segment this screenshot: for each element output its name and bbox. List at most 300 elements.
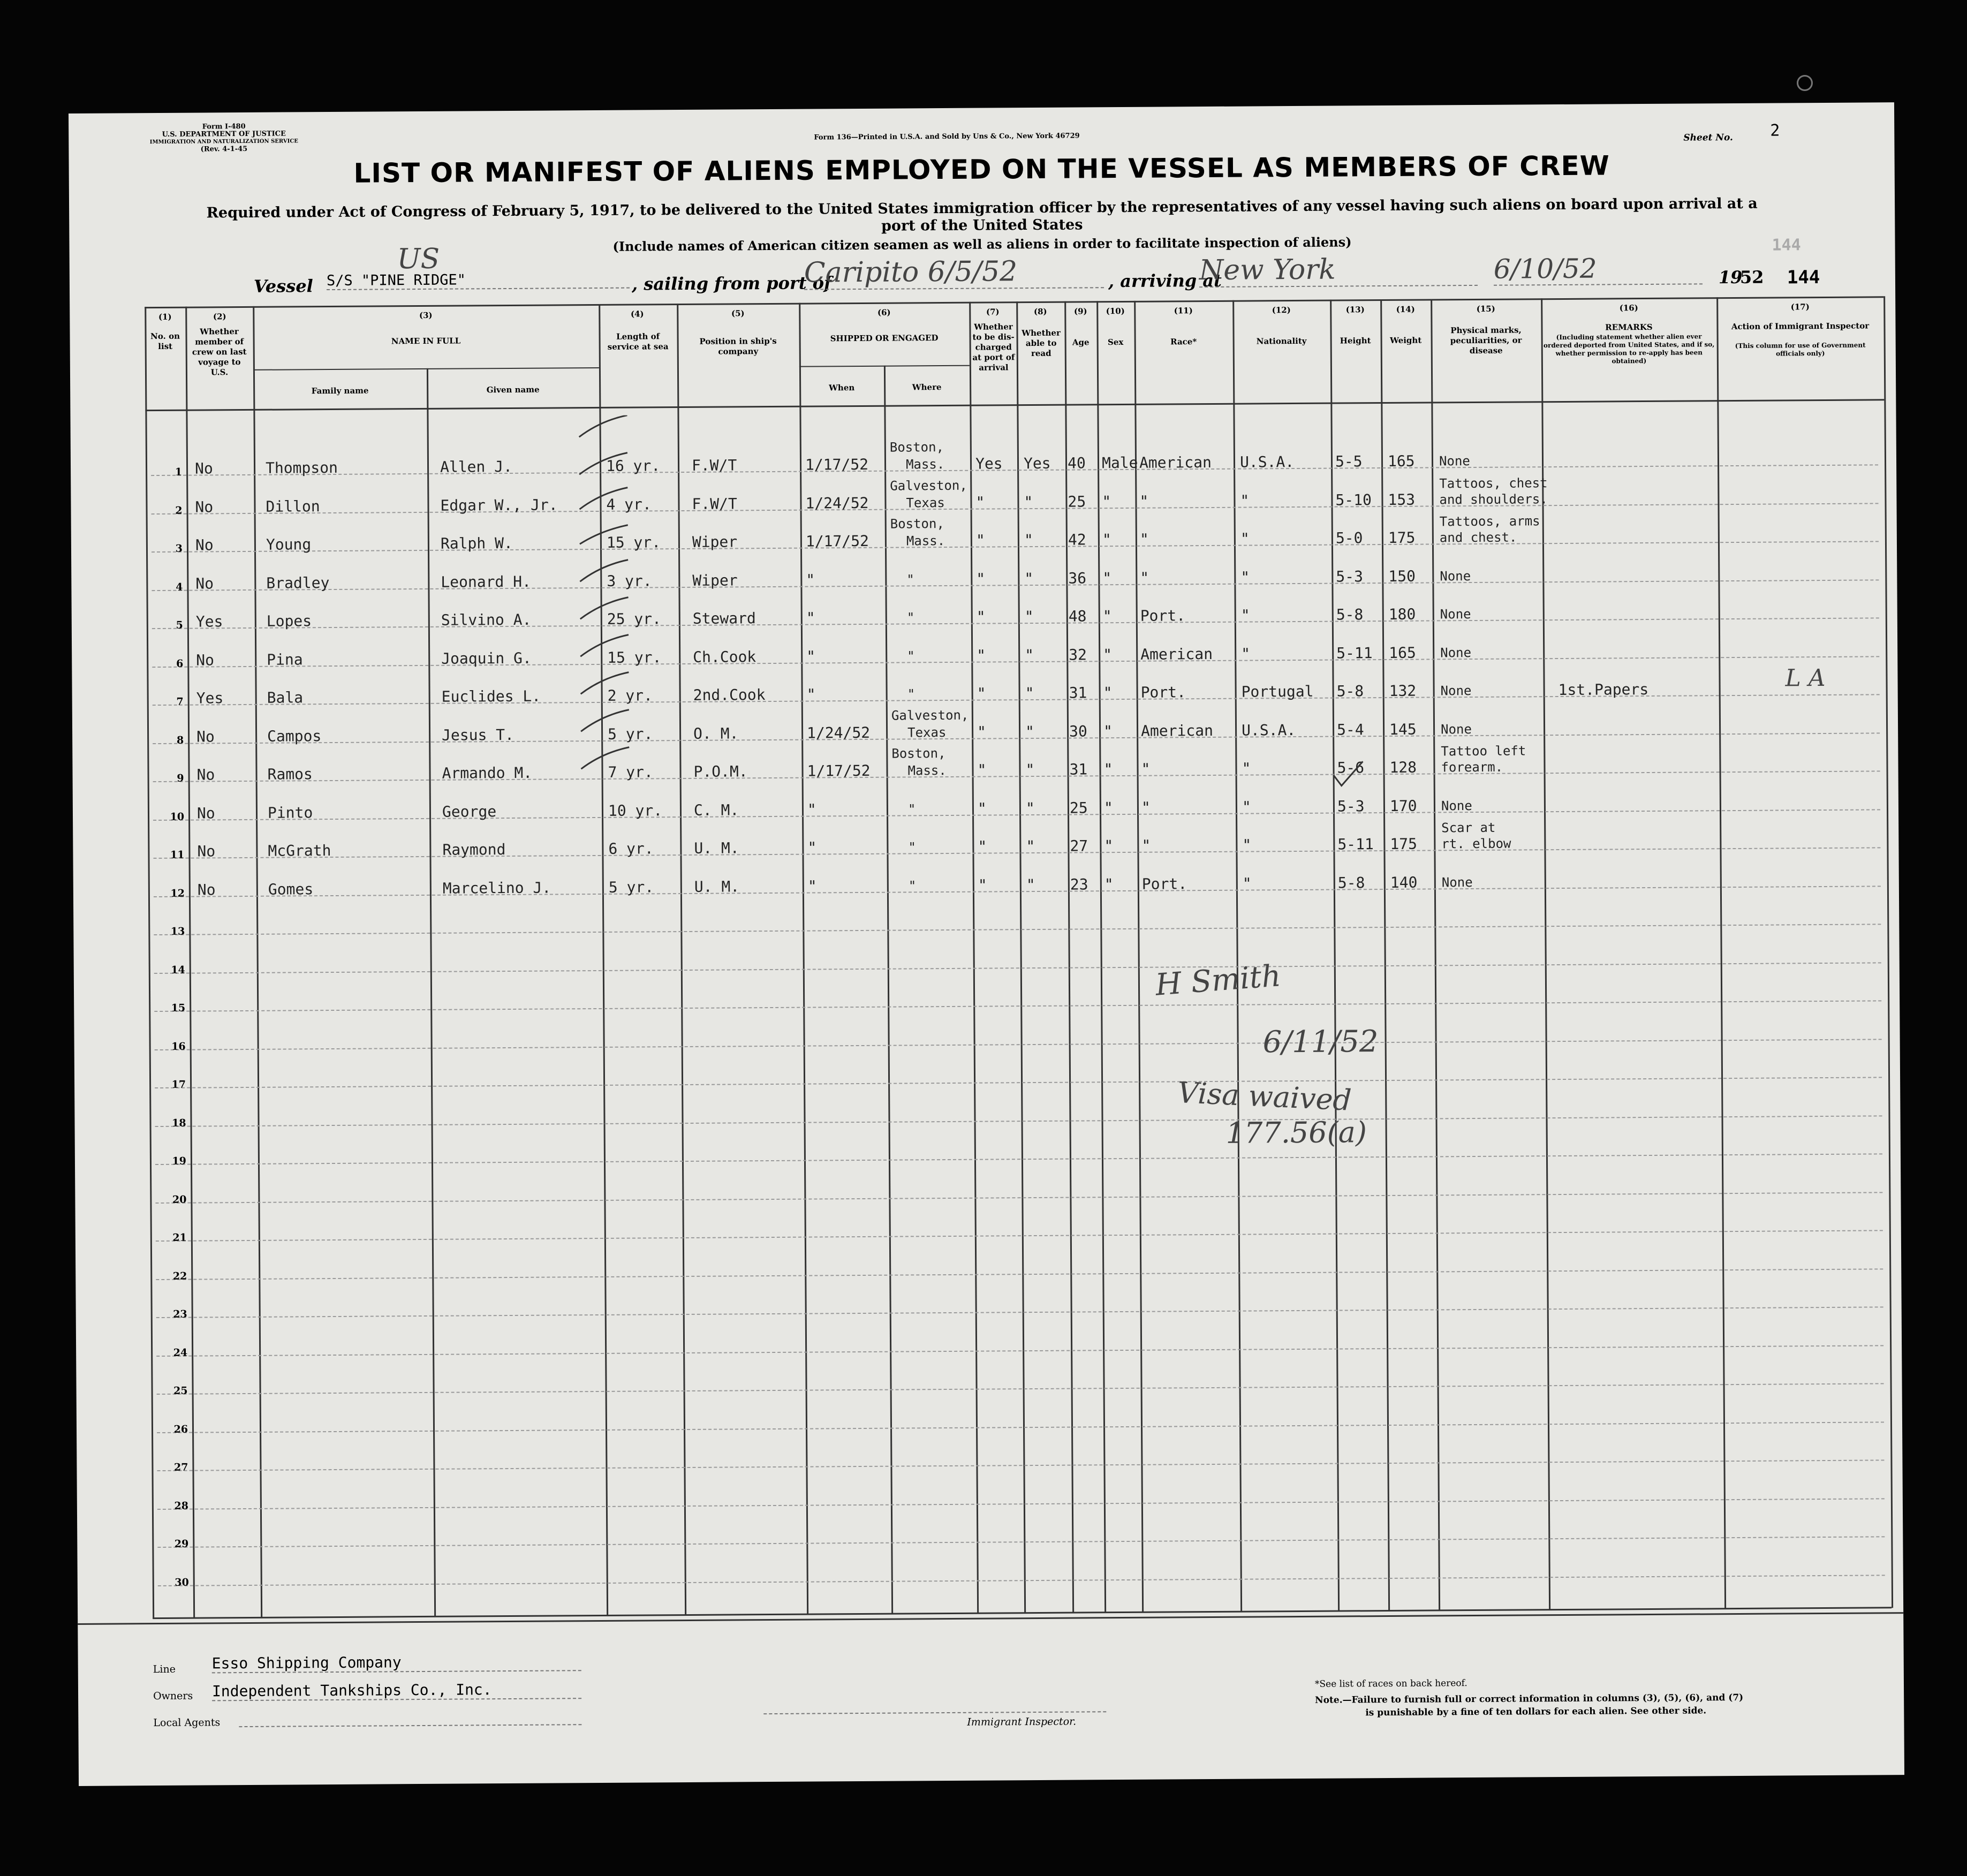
arriving-label: , arriving at — [1108, 270, 1222, 292]
inspector-signature-line — [763, 1711, 1106, 1714]
cell-position: Steward — [692, 609, 756, 627]
cell-discharged: " — [977, 723, 987, 741]
row-rule — [157, 1536, 1885, 1548]
cell-nationality: " — [1242, 759, 1251, 777]
page-number: 144 — [1787, 267, 1820, 289]
cell-race: Port. — [1140, 607, 1186, 625]
cell-weight: 153 — [1388, 490, 1416, 509]
local-agents-line — [239, 1724, 581, 1727]
cell-when: 1/17/52 — [807, 761, 871, 780]
note-line-1: —Failure to furnish full or correct information in columns (3), (5), (6), and (7) — [1342, 1692, 1744, 1706]
row-rule — [158, 1575, 1885, 1586]
cell-where-line2: " — [908, 878, 917, 893]
cell-prev-voyage: Yes — [195, 612, 223, 631]
local-agents-label: Local Agents — [153, 1716, 221, 1729]
cell-family-name: Thompson — [265, 458, 338, 477]
cell-position: F.W/T — [692, 494, 737, 513]
row-rule — [157, 1459, 1884, 1471]
cell-discharged: " — [975, 493, 985, 511]
cell-when: 1/17/52 — [805, 532, 869, 550]
row-number: 6 — [176, 657, 184, 670]
row-rule — [156, 1268, 1883, 1280]
cell-height: 5-0 — [1335, 529, 1363, 547]
colhead-age: Age — [1072, 337, 1090, 347]
colhead-shipped: SHIPPED OR ENGAGED — [830, 333, 939, 344]
row-rule — [153, 809, 1880, 821]
column-divider — [1883, 296, 1893, 1608]
cell-nationality: " — [1242, 874, 1252, 892]
cell-marks-line1: None — [1440, 683, 1472, 699]
printer-line: Form 136—Printed in U.S.A. and Sold by Uns & Co., New York 46729 — [814, 132, 1080, 142]
cell-prev-voyage: No — [197, 842, 216, 860]
owners-value: Independent Tankships Co., Inc. — [212, 1680, 581, 1701]
row-number: 7 — [176, 695, 184, 708]
cell-family-name: Campos — [267, 727, 322, 745]
subhead-where: Where — [912, 382, 942, 392]
column-divider — [1716, 297, 1726, 1609]
cell-age: 30 — [1069, 722, 1087, 740]
column-divider — [145, 307, 154, 1618]
cell-sex: " — [1103, 798, 1113, 816]
cell-sex: " — [1103, 645, 1113, 663]
cell-given-name: Euclides L. — [441, 687, 541, 706]
cell-prev-voyage: No — [196, 727, 215, 746]
colnum-10: (10) — [1106, 306, 1125, 316]
colhead-prev-voyage: Whether member of crew on last voyage to U.S. — [192, 327, 247, 377]
cell-discharged: " — [978, 837, 987, 856]
row-number: 18 — [172, 1117, 186, 1129]
row-rule — [155, 1077, 1882, 1088]
cell-age: 40 — [1067, 454, 1086, 472]
cell-remarks: 1st.Papers — [1558, 680, 1649, 699]
cell-marks-line2: and shoulders. — [1439, 491, 1548, 507]
cell-family-name: Gomes — [268, 880, 314, 898]
cell-sex: " — [1104, 875, 1114, 893]
cell-service: 25 yr. — [607, 610, 662, 628]
colhead-discharged: Whether to be dis-charged at port of arrival — [972, 322, 1015, 373]
row-rule — [155, 1192, 1882, 1204]
colhead-remarks: REMARKS — [1605, 322, 1653, 332]
colhead-weight: Weight — [1389, 335, 1422, 345]
cell-height: 5-5 — [1335, 452, 1363, 471]
cell-when: 1/24/52 — [806, 723, 871, 742]
colnum-12: (12) — [1272, 305, 1291, 315]
cell-when: " — [807, 876, 817, 895]
cell-when: " — [807, 838, 817, 857]
cell-height: 5-10 — [1335, 490, 1372, 509]
row-rule — [154, 962, 1881, 974]
row-number: 16 — [171, 1040, 186, 1053]
cell-given-name: George — [442, 802, 497, 821]
column-divider — [884, 366, 893, 1614]
cell-weight: 128 — [1389, 758, 1417, 776]
cell-service: 15 yr. — [607, 648, 662, 667]
colnum-13: (13) — [1345, 305, 1365, 315]
cell-sex: " — [1103, 760, 1113, 778]
vessel-us-handwritten: US — [397, 243, 440, 276]
colnum-2: (2) — [213, 312, 226, 322]
subtitle-2: port of the United States — [881, 216, 1083, 234]
cell-where-line2: Texas — [907, 724, 947, 740]
inspector-signature: H Smith — [1154, 958, 1282, 1003]
cell-read: " — [1025, 761, 1035, 779]
colnum-11: (11) — [1174, 306, 1193, 316]
note-line-2: is punishable by a fine of ten dollars for each alien. See other side. — [1365, 1705, 1707, 1719]
cell-where-line2: Texas — [906, 495, 945, 510]
colnum-7: (7) — [986, 307, 1000, 317]
cell-given-name: Raymond — [442, 841, 506, 859]
cell-service: 15 yr. — [606, 533, 661, 551]
subtitle-3: (Include names of American citizen seamen as well as aliens in order to facilitate inspection of aliens) — [612, 234, 1352, 254]
cell-marks-line2: rt. elbow — [1441, 836, 1511, 852]
row-number: 25 — [173, 1385, 188, 1397]
cell-age: 42 — [1068, 531, 1086, 549]
cell-position: P.O.M. — [693, 762, 748, 781]
colnum-8: (8) — [1033, 306, 1047, 316]
cell-height: 5-3 — [1337, 797, 1365, 815]
form-number: Form I-480 — [202, 122, 246, 131]
sailing-port: Caripito 6/5/52 — [804, 255, 1104, 290]
cell-read: " — [1024, 493, 1033, 511]
form-revision: (Rev. 4-1-45 — [200, 145, 248, 154]
row-lines — [69, 102, 1894, 114]
row-rule — [157, 1383, 1884, 1395]
cell-race: " — [1139, 492, 1149, 510]
row-rule — [152, 579, 1879, 591]
cell-age: 31 — [1069, 684, 1087, 702]
cell-read: " — [1025, 684, 1034, 702]
cell-read: Yes — [1023, 454, 1051, 473]
row-number: 3 — [175, 542, 183, 555]
cell-nationality: " — [1241, 645, 1251, 663]
cell-family-name: Bala — [267, 689, 304, 707]
cell-race: American — [1140, 721, 1214, 740]
cell-where-line2: " — [908, 839, 916, 855]
row-number: 23 — [173, 1308, 187, 1320]
colnum-9: (9) — [1073, 306, 1087, 316]
cell-race: American — [1140, 645, 1213, 663]
cell-age: 25 — [1068, 492, 1086, 511]
column-divider — [427, 368, 436, 1617]
row-number: 8 — [176, 734, 184, 746]
cell-race: American — [1139, 453, 1212, 472]
row-number: 2 — [175, 504, 183, 517]
cell-position: O. M. — [693, 724, 739, 743]
cell-marks-line2: and chest. — [1439, 529, 1517, 546]
row-number: 22 — [172, 1270, 187, 1282]
page-number-stamp: 144 — [1772, 236, 1801, 255]
cell-marks-line1: None — [1441, 798, 1472, 813]
cell-nationality: " — [1240, 568, 1250, 586]
row-number: 9 — [177, 772, 184, 784]
colnum-4: (4) — [630, 309, 644, 319]
row-number: 13 — [170, 925, 185, 937]
cell-nationality: " — [1242, 836, 1252, 854]
year: 52 — [1739, 267, 1764, 288]
cell-height: 5-8 — [1336, 606, 1364, 624]
colhead-race: Race* — [1170, 337, 1197, 347]
colnum-6: (6) — [877, 307, 891, 317]
cell-when: " — [806, 685, 816, 703]
cell-marks-line1: Scar at — [1441, 820, 1496, 836]
row-rule — [154, 924, 1881, 935]
line-label: Line — [153, 1663, 176, 1676]
row-number: 4 — [176, 581, 183, 593]
cell-nationality: U.S.A. — [1241, 721, 1296, 739]
cell-service: 2 yr. — [607, 686, 653, 705]
visa-waived-note: Visa waived — [1176, 1075, 1352, 1117]
cell-service: 5 yr. — [608, 878, 654, 896]
cell-height: 5-11 — [1336, 644, 1373, 662]
cell-discharged: Yes — [975, 455, 1003, 473]
colnum-16: (16) — [1619, 303, 1638, 313]
cell-where-line2: " — [907, 801, 916, 816]
row-rule — [157, 1498, 1885, 1510]
cell-service: 10 yr. — [608, 801, 663, 820]
cell-read: " — [1025, 799, 1035, 817]
vessel-label: Vessel — [253, 276, 313, 297]
cell-nationality: " — [1242, 798, 1251, 816]
cell-discharged: " — [977, 646, 986, 664]
cell-marks-line2: forearm. — [1441, 759, 1503, 775]
row-number: 14 — [171, 964, 185, 976]
sheet-label: Sheet No. — [1683, 132, 1733, 143]
inspector-label: Immigrant Inspector. — [967, 1715, 1077, 1728]
cell-prev-voyage: No — [197, 880, 216, 899]
cell-service: 16 yr. — [606, 457, 661, 475]
cell-marks-line1: None — [1441, 874, 1473, 890]
subhead-family-name: Family name — [311, 385, 369, 396]
subhead-when: When — [828, 383, 855, 393]
row-rule — [153, 847, 1880, 859]
cell-when: 1/24/52 — [805, 494, 869, 512]
cell-height: 5-8 — [1336, 682, 1364, 700]
cell-read: " — [1026, 875, 1035, 894]
cell-prev-voyage: No — [194, 459, 213, 478]
cell-where-line1: Boston, — [889, 440, 944, 455]
cell-weight: 180 — [1388, 605, 1416, 623]
cell-height: 5-4 — [1336, 720, 1364, 739]
cell-age: 36 — [1068, 569, 1087, 587]
cell-sex: " — [1103, 684, 1113, 702]
cell-prev-voyage: No — [196, 650, 215, 669]
row-number: 10 — [170, 811, 185, 823]
sheet-number: 2 — [1770, 121, 1780, 140]
cell-read: " — [1024, 569, 1034, 587]
row-number: 15 — [171, 1002, 186, 1014]
cell-where-line1: Galveston, — [890, 478, 967, 494]
page-title: LIST OR MANIFEST OF ALIENS EMPLOYED ON THE VESSEL AS MEMBERS OF CREW — [353, 150, 1610, 189]
row-rule — [152, 541, 1879, 553]
row-rule — [152, 656, 1879, 668]
cell-discharged: " — [978, 876, 987, 894]
cell-marks-line1: Tattoos, chest — [1439, 475, 1548, 491]
manifest-page — [69, 102, 1904, 1786]
remarks-note: (Including statement whether alien ever ordered deported from United States, and if so, whether permission to re-apply has been obtained) — [1543, 332, 1715, 365]
row-number: 20 — [172, 1193, 187, 1206]
cell-given-name: Leonard H. — [441, 572, 532, 591]
cell-nationality: U.S.A. — [1239, 453, 1295, 471]
cell-race: Port. — [1141, 874, 1187, 893]
cell-where-line2: Mass. — [907, 763, 947, 778]
cell-sex: " — [1102, 531, 1111, 549]
subhead-given-name: Given name — [486, 384, 540, 395]
colnum-17: (17) — [1790, 302, 1810, 312]
cell-sex: " — [1102, 607, 1112, 625]
cell-read: " — [1024, 531, 1033, 549]
row-rule — [155, 1039, 1882, 1053]
cell-sex: " — [1102, 569, 1112, 587]
owners-label: Owners — [153, 1690, 193, 1703]
cell-sex: Male — [1101, 453, 1138, 472]
tick-marks — [568, 415, 634, 801]
cell-family-name: Dillon — [266, 497, 320, 516]
column-divider — [253, 306, 262, 1618]
cell-nationality: " — [1240, 606, 1250, 624]
row-number: 17 — [171, 1078, 186, 1091]
row-number: 27 — [173, 1461, 188, 1473]
cell-prev-voyage: No — [195, 574, 214, 593]
cell-discharged: " — [976, 570, 986, 588]
cell-position: Wiper — [692, 571, 738, 589]
races-note: *See list of races on back hereof. — [1314, 1678, 1467, 1690]
cell-discharged: " — [975, 531, 985, 549]
cell-when: 1/17/52 — [805, 455, 869, 474]
cell-given-name: Armando M. — [442, 763, 533, 782]
cell-race: " — [1141, 836, 1151, 854]
cell-race: " — [1141, 760, 1151, 778]
colhead-service: Length of service at sea — [607, 331, 669, 352]
row-number: 12 — [170, 887, 185, 899]
cell-prev-voyage: No — [196, 766, 215, 784]
line-value: Esso Shipping Company — [212, 1652, 581, 1673]
cell-discharged: " — [977, 799, 987, 818]
sailing-label: , sailing from port of — [631, 273, 831, 294]
row-rule — [156, 1345, 1883, 1357]
cell-where-line2: " — [906, 571, 914, 587]
column-divider — [677, 304, 686, 1615]
cell-age: 27 — [1070, 837, 1088, 855]
cell-where-line2: " — [906, 610, 915, 625]
colhead-no: No. on list — [150, 331, 180, 351]
form-id-block — [143, 123, 304, 154]
cell-height: 5-3 — [1336, 567, 1364, 586]
cell-position: Wiper — [692, 533, 738, 551]
cell-read: " — [1025, 646, 1034, 664]
cell-discharged: " — [976, 608, 986, 626]
cell-family-name: Pina — [267, 650, 303, 669]
cell-marks-line1: None — [1439, 453, 1470, 469]
cell-service: 5 yr. — [607, 724, 653, 743]
row-number: 28 — [174, 1500, 188, 1512]
cell-race: " — [1140, 569, 1149, 587]
row-rule — [154, 1000, 1881, 1012]
row-number: 21 — [172, 1231, 187, 1244]
cell-weight: 132 — [1389, 682, 1417, 700]
nationality-checkmark — [1330, 759, 1368, 791]
cell-prev-voyage: No — [196, 804, 215, 822]
cell-read: " — [1025, 722, 1035, 740]
cell-marks-line1: Tattoo left — [1441, 743, 1526, 759]
row-number: 26 — [173, 1423, 188, 1435]
note-block — [1315, 1691, 1743, 1720]
cell-when: " — [806, 570, 815, 589]
cell-position: F.W/T — [691, 456, 737, 474]
row-rule — [152, 503, 1879, 515]
row-rule — [154, 886, 1881, 897]
row-number: 19 — [172, 1155, 187, 1167]
cell-given-name: Joaquin G. — [441, 649, 532, 668]
cell-age: 25 — [1069, 798, 1088, 817]
row-rule — [156, 1306, 1883, 1318]
cell-where-line1: Galveston, — [891, 707, 969, 723]
cell-family-name: Bradley — [266, 573, 330, 592]
cell-given-name: Ralph W. — [440, 534, 513, 553]
colhead-position: Position in ship's company — [699, 336, 777, 357]
row-rule — [152, 617, 1879, 629]
cell-position: U. M. — [694, 839, 739, 857]
row-number: 5 — [176, 619, 183, 631]
colnum-1: (1) — [158, 312, 172, 322]
cell-family-name: Ramos — [267, 765, 313, 783]
colhead-action: Action of Immigrant Inspector — [1731, 321, 1870, 332]
cell-where-line2: Mass. — [905, 457, 945, 472]
colnum-14: (14) — [1396, 304, 1415, 314]
cell-age: 31 — [1069, 760, 1088, 778]
cell-when: " — [806, 609, 815, 627]
cell-nationality: Portugal — [1241, 682, 1314, 701]
cell-given-name: Jesus T. — [442, 725, 515, 744]
cell-age: 32 — [1069, 645, 1087, 664]
row-rule — [153, 770, 1880, 782]
cell-prev-voyage: Yes — [196, 689, 224, 707]
cell-weight: 165 — [1387, 452, 1415, 470]
cell-when: " — [806, 647, 816, 665]
cell-where-line1: Boston, — [891, 746, 946, 761]
year-prefix: 19 — [1718, 267, 1743, 288]
cell-weight: 165 — [1389, 644, 1416, 662]
cell-family-name: Pinto — [267, 803, 313, 822]
row-rule — [151, 464, 1878, 476]
row-rule — [156, 1230, 1883, 1242]
cell-service: 3 yr. — [607, 571, 652, 590]
cell-sex: " — [1102, 492, 1111, 510]
cell-position: Ch.Cook — [693, 647, 756, 666]
row-number: 24 — [173, 1347, 188, 1359]
action-note: (This column for use of Government officials only) — [1735, 341, 1866, 358]
visa-regulation-note: 177.56(a) — [1225, 1115, 1367, 1150]
inspection-date: 6/11/52 — [1262, 1024, 1379, 1060]
cell-action: L A — [1785, 664, 1826, 692]
cell-marks-line1: Tattoos, arms — [1439, 513, 1540, 529]
cell-nationality: " — [1240, 529, 1250, 548]
row-number: 11 — [170, 849, 185, 861]
table-bottom-border-2 — [78, 1612, 1903, 1625]
cell-service: 4 yr. — [606, 495, 652, 513]
cell-weight: 150 — [1388, 567, 1416, 585]
cell-prev-voyage: No — [195, 497, 214, 516]
colnum-5: (5) — [731, 308, 745, 319]
cell-weight: 170 — [1389, 797, 1417, 815]
subtitle-1: Required under Act of Congress of February 5, 1917, to be delivered to the United States immigration officer by the representatives of any vessel having such aliens on board upon arrival at a — [206, 195, 1758, 222]
row-rule — [157, 1421, 1884, 1433]
cell-height: 5-11 — [1337, 835, 1374, 853]
cell-age: 48 — [1068, 607, 1087, 625]
cell-given-name: Allen J. — [440, 457, 513, 476]
cell-where-line1: Boston, — [890, 516, 944, 532]
cell-race: " — [1139, 530, 1149, 548]
cell-position: U. M. — [694, 877, 740, 896]
